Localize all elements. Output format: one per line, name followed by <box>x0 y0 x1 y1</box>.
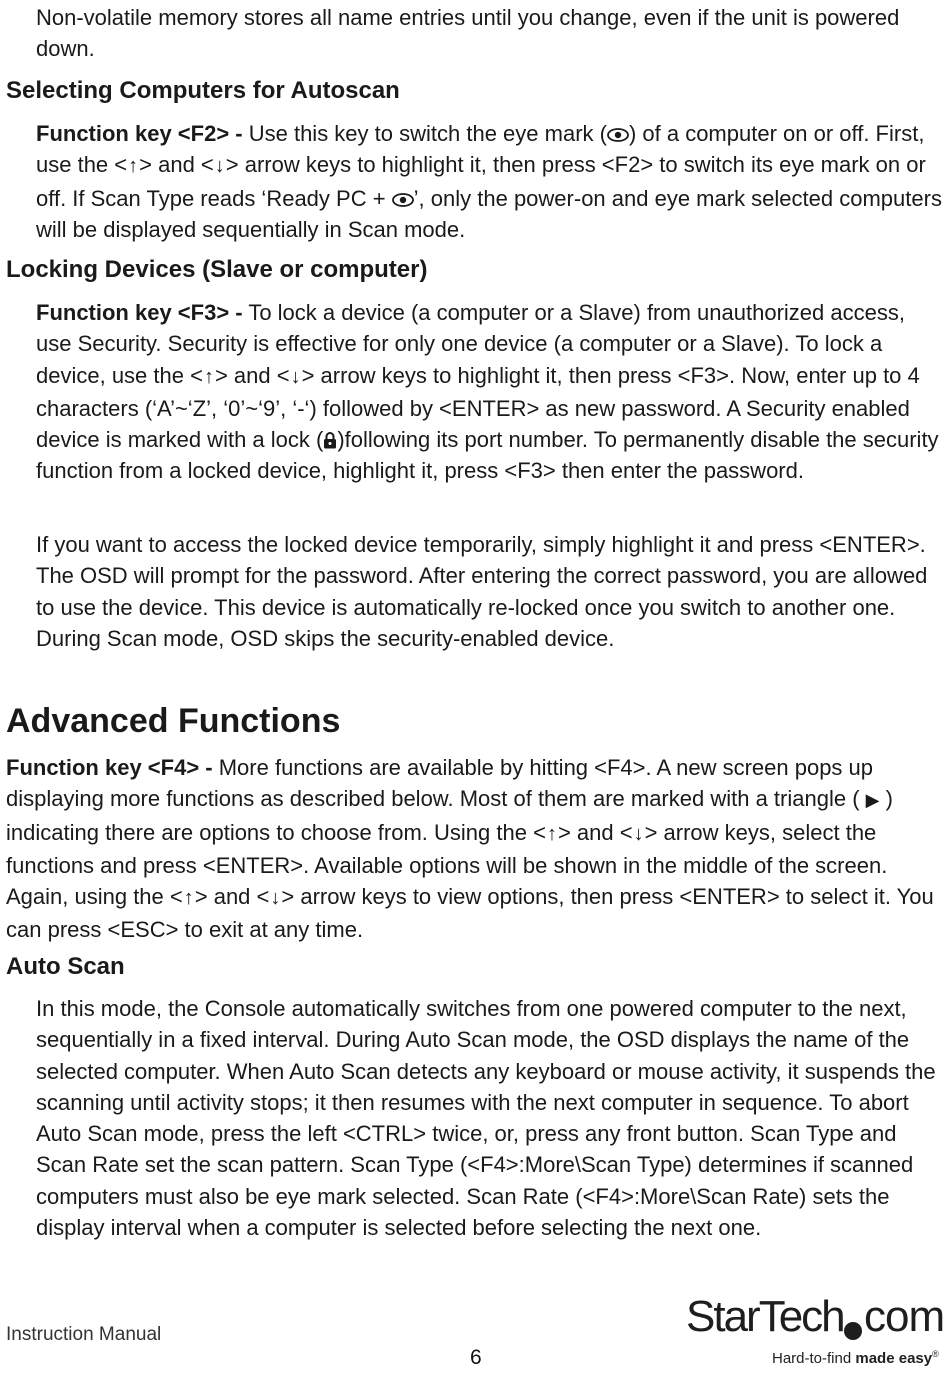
down-arrow-icon: ↓ <box>270 887 281 910</box>
down-arrow-icon: ↓ <box>290 365 301 388</box>
eye-icon <box>392 193 414 207</box>
logo-com-text: com <box>864 1292 945 1341</box>
footer-manual-label: Instruction Manual <box>6 1324 162 1345</box>
tagline-part-a: Hard-to-find <box>772 1350 856 1367</box>
f2-paragraph <box>36 118 946 245</box>
locked-access-paragraph: If you want to access the locked device temporarily, simply highlight it and press <ENTER>. The OSD will prompt for the password. After entering the correct password, you are allowed to use the device. This device is automatically re-locked once you switch to another one. During Scan mode, OSD skips the security-enabled device. <box>36 532 928 651</box>
f4-text-4: > arrow keys, select the functions and press <ENTER>. Available options will be shown in the middle of the screen. Again, using the < <box>6 819 888 910</box>
f4-text-1: More functions are available by hitting <F4>. A new screen pops up displaying more functions as described below. Most of them are marked with a triangle ( <box>6 755 874 812</box>
f4-text-3: > and < <box>557 819 633 845</box>
up-arrow-icon: ↑ <box>128 155 139 178</box>
down-arrow-icon: ↓ <box>633 822 644 845</box>
heading-locking: Locking Devices (Slave or computer) <box>6 256 428 283</box>
startech-logo <box>686 1292 945 1352</box>
f3-paragraph <box>36 297 946 487</box>
f3-text-2: > and < <box>214 362 290 388</box>
up-arrow-icon: ↑ <box>183 887 194 910</box>
f3-text-3: > arrow keys to highlight it, then press <F3>. Now, enter up to 4 characters (‘A’~‘Z’, ‘0’~‘9’, ‘-‘) followed by <ENTER> as new password. A Security enabled device is marked with a lock ( <box>36 362 920 453</box>
auto-scan-paragraph: In this mode, the Console automatically switches from one powered computer to the next, sequentially in a fixed interval. During Auto Scan mode, the OSD displays the name of the selected computer. When Auto Scan detects any keyboard or mouse activity, it suspends the scanning until activity stops; it then resumes with the next computer in sequence. To abort Auto Scan mode, press the left <CTRL> twice, or, press any front button. Scan Type and Scan Rate set the scan pattern. Scan Type (<F4>:More\Scan Type) determines if scanned computers must also be eye mark selected. Scan Rate (<F4>:More\Scan Rate) sets the display interval when a computer is selected before selecting the next one. <box>36 996 936 1241</box>
down-arrow-icon: ↓ <box>214 155 225 178</box>
logo-dot <box>844 1322 862 1340</box>
f2-text-2: ) of a computer on or off. First, use the < <box>36 121 925 178</box>
f4-key-label: Function key <F4> - <box>6 755 213 780</box>
f4-text-5: > and < <box>194 884 270 910</box>
lock-icon <box>323 431 337 449</box>
f2-text-5: ’, only the power-on and eye mark selected computers will be displayed sequentially in Scan mode. <box>36 185 942 242</box>
f3-text-1: To lock a device (a computer or a Slave) from unauthorized access, use Security. Security is effective for only one device (a computer or a Slave). To lock a device, use the < <box>36 300 905 388</box>
up-arrow-icon: ↑ <box>203 365 214 388</box>
f4-paragraph <box>6 752 946 946</box>
nonvolatile-paragraph: Non-volatile memory stores all name entries until you change, even if the unit is powered down. <box>36 5 900 62</box>
up-arrow-icon: ↑ <box>546 822 557 845</box>
f2-key-label: Function key <F2> - <box>36 121 243 146</box>
tagline-registered: ® <box>932 1349 939 1359</box>
f2-text-4: > arrow keys to highlight it, then press <F2> to switch its eye mark on or off. If Scan Type reads ‘Ready PC + <box>36 152 926 211</box>
tagline-part-b: made easy <box>855 1350 933 1367</box>
f4-text-2: ) indicating there are options to choose from. Using the < <box>6 786 893 845</box>
heading-autoscan-select: Selecting Computers for Autoscan <box>6 77 400 104</box>
f2-text-3: > and < <box>139 152 214 178</box>
page-number: 6 <box>470 1346 482 1369</box>
f2-text-1: Use this key to switch the eye mark ( <box>242 121 607 146</box>
f3-text-4: )following its port number. To permanently disable the security function from a locked device, highlight it, press <F3> then enter the password. <box>36 427 939 484</box>
heading-auto-scan: Auto Scan <box>6 953 125 980</box>
logo-tagline <box>772 1349 939 1367</box>
logo-brand-text: StarTech <box>686 1292 844 1341</box>
f4-text-6: > arrow keys to view options, then press <ENTER> to select it. You can press <ESC> to exit at any time. <box>6 884 934 943</box>
eye-icon <box>607 128 629 142</box>
f3-key-label: Function key <F3> - <box>36 300 243 325</box>
heading-advanced-functions: Advanced Functions <box>6 702 341 740</box>
triangle-icon: ▶ <box>865 790 880 811</box>
